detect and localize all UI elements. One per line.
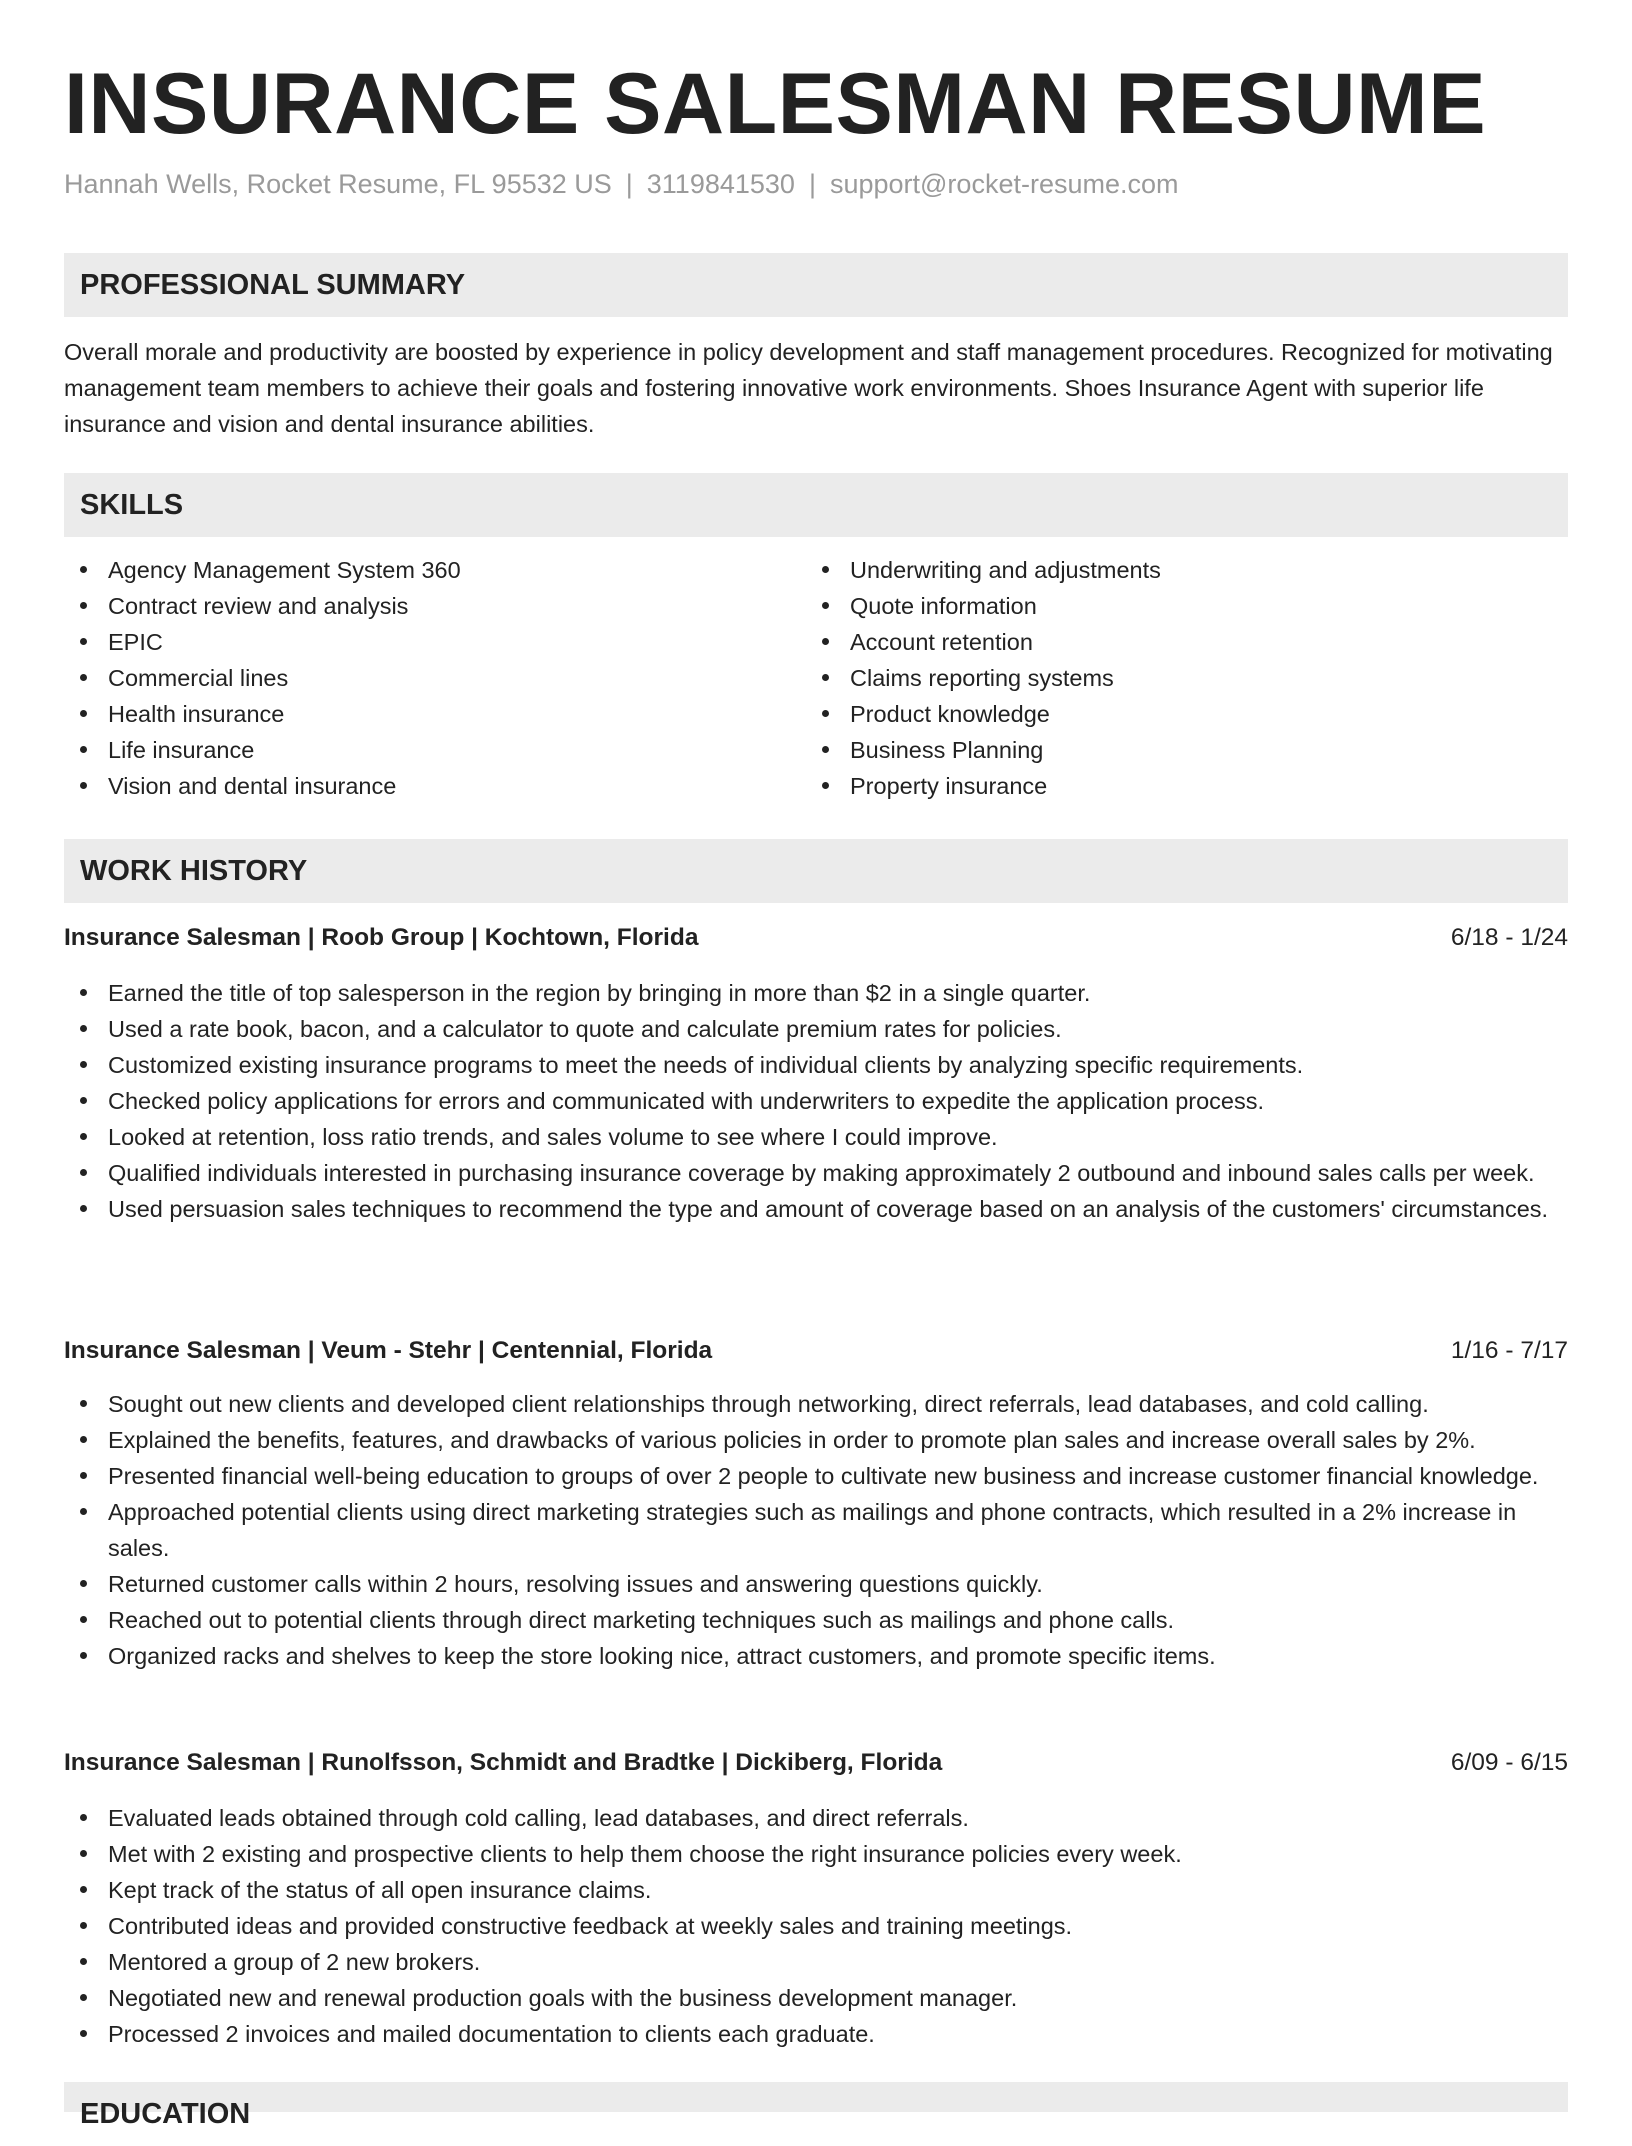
skill-item: Product knowledge [806,696,1566,732]
skills-list-left [64,552,784,804]
job-bullets [64,1800,1568,2052]
job-bullet: Qualified individuals interested in purchasing insurance coverage by making approximately 2 outbound and inbound sales calls per week. [64,1155,1568,1191]
contact-separator: | [625,169,633,199]
job-bullet: Negotiated new and renewal production goals with the business development manager. [64,1980,1568,2016]
skill-item: Property insurance [806,768,1566,804]
job-bullet: Earned the title of top salesperson in the region by bringing in more than $2 in a single quarter. [64,975,1568,1011]
education-heading: EDUCATION [64,2082,1568,2112]
skills-list-right [806,552,1566,804]
job-title: Insurance Salesman | Veum - Stehr | Centennial, Florida [64,1337,713,1364]
job-bullets [64,975,1568,1227]
job-bullet: Sought out new clients and developed client relationships through networking, direct referrals, lead databases, and cold calling. [64,1386,1568,1422]
job-bullet: Contributed ideas and provided constructive feedback at weekly sales and training meetings. [64,1908,1568,1944]
job-bullet: Mentored a group of 2 new brokers. [64,1944,1568,1980]
contact-address: Hannah Wells, Rocket Resume, FL 95532 US [64,169,612,199]
job-dates: 1/16 - 7/17 [1450,1337,1568,1364]
summary-heading: PROFESSIONAL SUMMARY [64,253,1568,317]
contact-separator: | [808,169,816,199]
skill-item: Account retention [806,624,1566,660]
skill-item: Contract review and analysis [64,588,784,624]
contact-phone: 3119841530 [646,169,795,199]
skill-item: Health insurance [64,696,784,732]
job-bullet: Kept track of the status of all open insurance claims. [64,1872,1568,1908]
job-bullet: Approached potential clients using direct marketing strategies such as mailings and phone contracts, which resulted in a 2% increase in sales. [64,1494,1568,1566]
skills-heading: SKILLS [64,473,1568,537]
job-bullet: Processed 2 invoices and mailed documentation to clients each graduate. [64,2016,1568,2052]
job-bullet: Checked policy applications for errors and communicated with underwriters to expedite the application process. [64,1083,1568,1119]
skill-item: Quote information [806,588,1566,624]
job-bullet: Organized racks and shelves to keep the store looking nice, attract customers, and promote specific items. [64,1638,1568,1674]
contact-email: support@rocket-resume.com [829,169,1179,199]
job-bullet: Used persuasion sales techniques to recommend the type and amount of coverage based on an analysis of the customers' circumstances. [64,1191,1568,1227]
job-bullet: Returned customer calls within 2 hours, resolving issues and answering questions quickly. [64,1566,1568,1602]
job-bullet: Explained the benefits, features, and drawbacks of various policies in order to promote plan sales and increase overall sales by 2%. [64,1422,1568,1458]
skill-item: Underwriting and adjustments [806,552,1566,588]
skill-item: Life insurance [64,732,784,768]
skill-item: EPIC [64,624,784,660]
job-bullet: Met with 2 existing and prospective clients to help them choose the right insurance policies every week. [64,1836,1568,1872]
skill-item: Commercial lines [64,660,784,696]
job-dates: 6/09 - 6/15 [1450,1749,1568,1776]
skill-item: Vision and dental insurance [64,768,784,804]
job-bullet: Looked at retention, loss ratio trends, and sales volume to see where I could improve. [64,1119,1568,1155]
job-bullet: Presented financial well-being education to groups of over 2 people to cultivate new business and increase customer financial knowledge. [64,1458,1568,1494]
job-bullet: Evaluated leads obtained through cold calling, lead databases, and direct referrals. [64,1800,1568,1836]
skill-item: Business Planning [806,732,1566,768]
summary-text: Overall morale and productivity are boosted by experience in policy development and staff management procedures. Recognized for motivating management team members to achieve their goals and fostering innovative work environments. Shoes Insurance Agent with superior life insurance and vision and dental insurance abilities. [64,339,1553,437]
skill-item: Agency Management System 360 [64,552,784,588]
job-title: Insurance Salesman | Roob Group | Kochtown, Florida [64,924,699,951]
job-dates: 6/18 - 1/24 [1450,924,1568,951]
job-bullets [64,1386,1568,1674]
job-title: Insurance Salesman | Runolfsson, Schmidt and Bradtke | Dickiberg, Florida [64,1749,943,1776]
contact-line [64,166,1179,202]
work-history-heading: WORK HISTORY [64,839,1568,903]
resume-title: INSURANCE SALESMAN RESUME [64,56,1487,152]
job-bullet: Customized existing insurance programs to meet the needs of individual clients by analyzing specific requirements. [64,1047,1568,1083]
job-bullet: Used a rate book, bacon, and a calculator to quote and calculate premium rates for policies. [64,1011,1568,1047]
skill-item: Claims reporting systems [806,660,1566,696]
job-bullet: Reached out to potential clients through direct marketing techniques such as mailings and phone calls. [64,1602,1568,1638]
